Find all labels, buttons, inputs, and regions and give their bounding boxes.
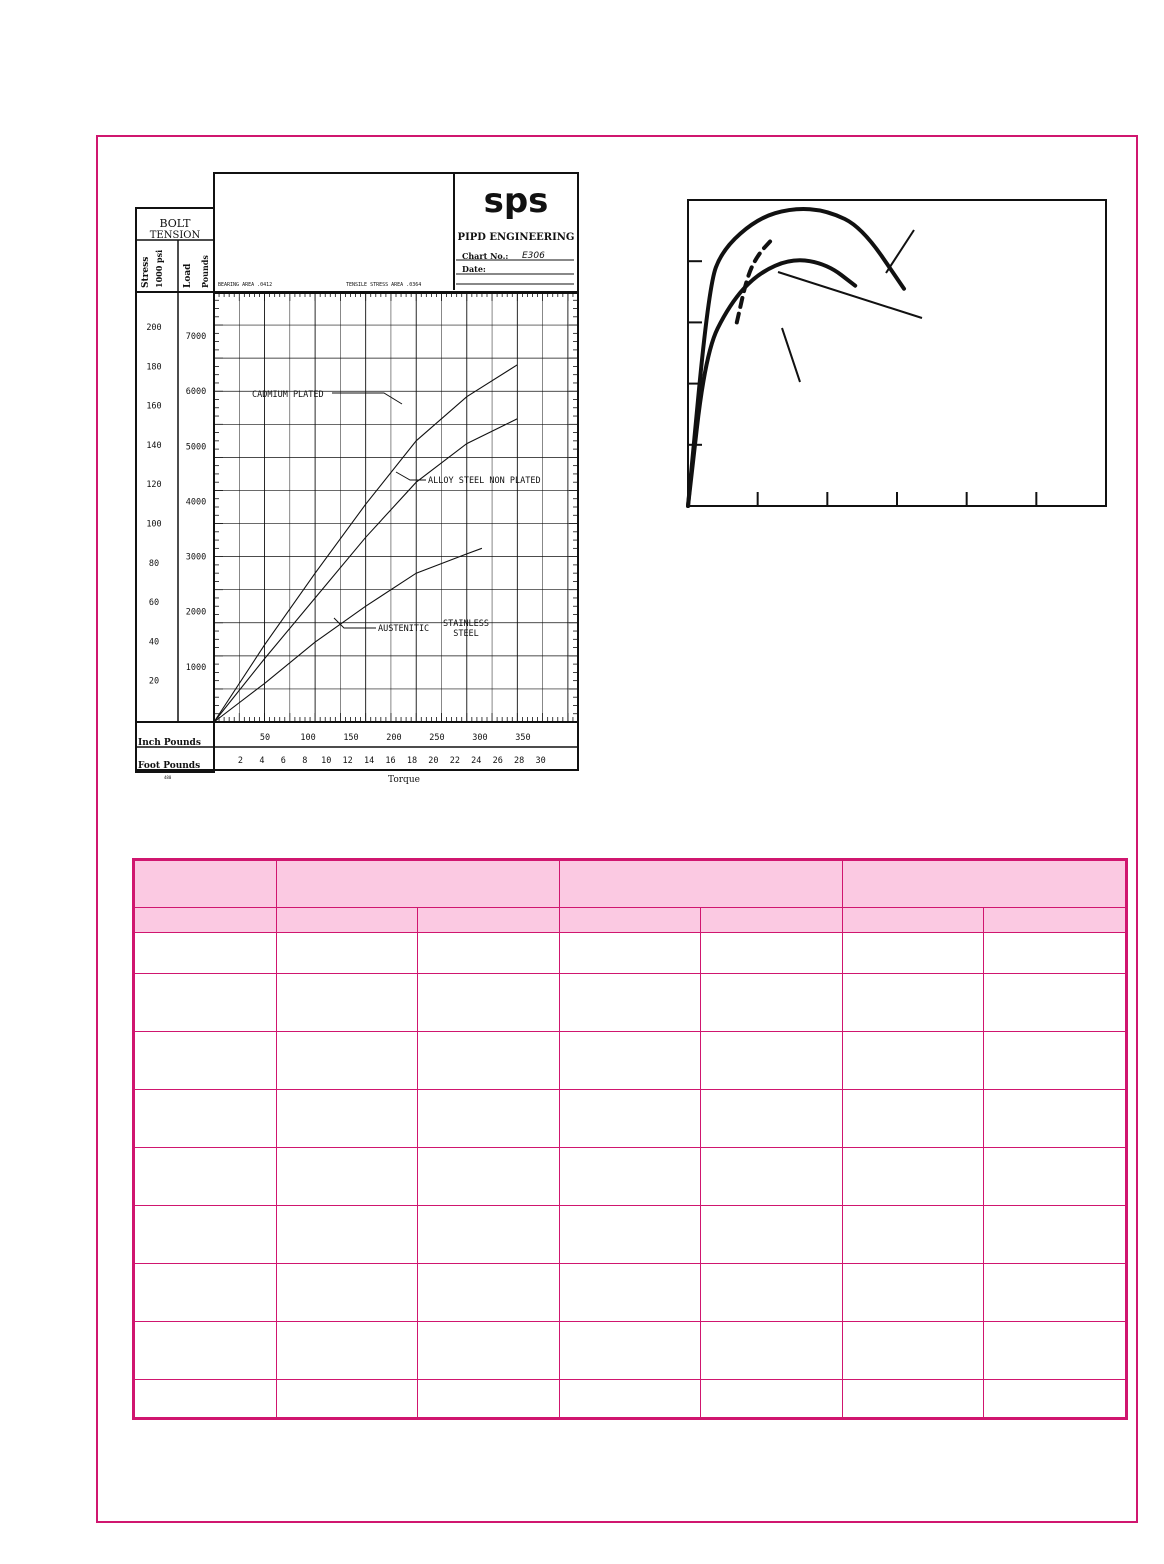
series-label-stainless: STAINLESS — [442, 619, 490, 629]
table-subheader-cell — [418, 907, 560, 933]
table-header-row — [135, 861, 1126, 908]
table-cell — [701, 973, 843, 1031]
table-header-cell — [842, 861, 1125, 908]
table-cell — [701, 1089, 843, 1147]
torque-tension-chart — [134, 170, 580, 790]
table-cell — [842, 1205, 984, 1263]
foot-pounds-tick-label: 30 — [535, 756, 546, 766]
load-tick-label: 6000 — [185, 387, 207, 398]
load-tick-label: 3000 — [185, 552, 207, 563]
table-cell — [701, 1205, 843, 1263]
table-cell — [842, 973, 984, 1031]
table-cell — [984, 973, 1126, 1031]
table-cell — [701, 1379, 843, 1417]
foot-pounds-tick-label: 18 — [406, 756, 418, 766]
table-cell — [276, 1089, 418, 1147]
table-cell — [559, 1089, 701, 1147]
curve-chart-svg — [686, 198, 1108, 510]
table-cell — [701, 1263, 843, 1321]
table-subheader-cell — [984, 907, 1126, 933]
foot-pounds-tick-label: 26 — [492, 756, 503, 766]
table-row — [135, 1263, 1126, 1321]
table-row — [135, 1321, 1126, 1379]
torque-ticks — [214, 292, 578, 722]
series-label-austenitic: AUSTENITIC — [378, 624, 430, 634]
table-header-cell — [559, 861, 842, 908]
foot-pounds-tick-label: 2 — [237, 756, 244, 766]
table-cell — [842, 1379, 984, 1417]
table-cell — [559, 1205, 701, 1263]
foot-pounds-tick-label: 14 — [363, 756, 375, 766]
table-cell — [559, 973, 701, 1031]
table-cell — [842, 933, 984, 973]
stress-tick-label: 80 — [148, 558, 160, 569]
table-cell — [135, 1147, 277, 1205]
plot-box — [214, 292, 578, 722]
tensile-area-label: TENSILE STRESS AREA .0364 — [346, 282, 422, 288]
data-table-grid — [134, 860, 1126, 1418]
table-cell — [984, 933, 1126, 973]
chart-no-label: Chart No.: — [462, 251, 509, 261]
table-cell — [701, 1031, 843, 1089]
bearing-area-label: BEARING AREA .0412 — [218, 282, 273, 288]
stress-tick-label: 120 — [146, 480, 162, 491]
table-cell — [842, 1031, 984, 1089]
table-cell — [135, 1321, 277, 1379]
table-cell — [984, 1089, 1126, 1147]
inch-pounds-tick-label: 350 — [515, 733, 531, 743]
corner-note: 480 — [164, 775, 172, 780]
table-cell — [418, 1263, 560, 1321]
table-cell — [135, 1379, 277, 1417]
table-cell — [276, 973, 418, 1031]
table-cell — [276, 1321, 418, 1379]
table-cell — [842, 1321, 984, 1379]
inch-pounds-tick-label: 300 — [472, 733, 488, 743]
table-cell — [418, 933, 560, 973]
table-cell — [276, 1031, 418, 1089]
inch-pounds-tick-label: 250 — [429, 733, 445, 743]
table-cell — [418, 973, 560, 1031]
table-cell — [701, 1147, 843, 1205]
table-cell — [135, 1089, 277, 1147]
table-subheader-cell — [842, 907, 984, 933]
table-row — [135, 1205, 1126, 1263]
table-row — [135, 1147, 1126, 1205]
table-cell — [418, 1147, 560, 1205]
table-cell — [276, 933, 418, 973]
table-cell — [418, 1321, 560, 1379]
stress-tick-label: 160 — [146, 401, 162, 412]
table-cell — [984, 1263, 1126, 1321]
table-cell — [135, 1263, 277, 1321]
curve-chart — [686, 198, 1108, 510]
stress-label: Stress — [141, 256, 151, 288]
inch-pounds-tick-label: 100 — [300, 733, 316, 743]
table-row — [135, 1031, 1126, 1089]
stress-tick-label: 100 — [146, 519, 162, 530]
series-label-cadmium-plated: CADMIUM PLATED — [252, 390, 324, 400]
stress-tick-label: 140 — [146, 440, 162, 451]
table-cell — [135, 1031, 277, 1089]
series-leader-cadmium — [332, 393, 402, 404]
table-cell — [135, 1205, 277, 1263]
table-row — [135, 973, 1126, 1031]
org-label: PIPD ENGINEERING — [457, 232, 575, 243]
table-row — [135, 933, 1126, 973]
stress-tick-label: 40 — [148, 637, 160, 648]
table-cell — [701, 933, 843, 973]
table-row — [135, 1089, 1126, 1147]
table-subheader-cell — [559, 907, 701, 933]
stress-unit-label: 1000 psi — [154, 249, 164, 288]
stress-tick-label: 60 — [148, 598, 160, 609]
table-cell — [135, 933, 277, 973]
foot-pounds-tick-label: 8 — [302, 756, 308, 766]
torque-grid — [214, 292, 578, 722]
table-cell — [984, 1205, 1126, 1263]
bolt-label: BOLT — [159, 217, 191, 230]
inch-pounds-tick-label: 50 — [259, 733, 271, 743]
foot-pounds-tick-label: 10 — [321, 756, 332, 766]
date-label: Date: — [462, 264, 486, 274]
table-cell — [842, 1263, 984, 1321]
chart-no-value: E306 — [522, 251, 545, 261]
table-row — [135, 1379, 1126, 1417]
inch-pounds-label: Inch Pounds — [138, 738, 201, 748]
tension-label: TENSION — [149, 230, 201, 241]
torque-chart-svg — [134, 170, 580, 790]
foot-pounds-tick-label: 16 — [385, 756, 396, 766]
table-cell — [984, 1321, 1126, 1379]
load-unit-label: Pounds — [200, 255, 210, 288]
inch-pounds-tick-label: 150 — [343, 733, 359, 743]
stress-tick-label: 200 — [146, 323, 162, 333]
footer-box — [136, 722, 578, 770]
series-label-alloy-steel: ALLOY STEEL NON PLATED — [428, 476, 541, 486]
table-header-cell — [135, 861, 277, 908]
torque-axis-labels — [146, 323, 545, 766]
table-cell — [418, 1205, 560, 1263]
table-cell — [842, 1089, 984, 1147]
foot-pounds-tick-label: 6 — [280, 756, 286, 766]
table-cell — [984, 1379, 1126, 1417]
load-tick-label: 4000 — [185, 497, 207, 508]
table-cell — [559, 1147, 701, 1205]
table-cell — [559, 1321, 701, 1379]
table-subheader-cell — [701, 907, 843, 933]
foot-pounds-tick-label: 28 — [514, 756, 525, 766]
table-cell — [276, 1379, 418, 1417]
stress-tick-label: 180 — [146, 362, 162, 373]
foot-pounds-label: Foot Pounds — [138, 761, 201, 771]
table-cell — [418, 1379, 560, 1417]
series-label-steel: STEEL — [453, 629, 479, 639]
table-cell — [701, 1321, 843, 1379]
load-tick-label: 2000 — [185, 607, 207, 618]
load-tick-label: 7000 — [185, 332, 207, 343]
stress-tick-label: 20 — [148, 676, 160, 687]
curve-plot-box — [688, 200, 1106, 506]
table-cell — [135, 973, 277, 1031]
table-cell — [418, 1031, 560, 1089]
torque-label: Torque — [388, 775, 420, 785]
load-tick-label: 1000 — [185, 662, 207, 673]
table-cell — [276, 1263, 418, 1321]
table-subheader-row — [135, 907, 1126, 933]
table-cell — [559, 1263, 701, 1321]
table-subheader-cell — [276, 907, 418, 933]
table-cell — [842, 1147, 984, 1205]
table-cell — [276, 1147, 418, 1205]
foot-pounds-tick-label: 4 — [259, 756, 265, 766]
table-cell — [984, 1147, 1126, 1205]
table-cell — [559, 933, 701, 973]
table-cell — [276, 1205, 418, 1263]
load-tick-label: 5000 — [185, 442, 207, 453]
table-cell — [984, 1031, 1126, 1089]
table-cell — [418, 1089, 560, 1147]
foot-pounds-tick-label: 20 — [428, 756, 439, 766]
table-header-cell — [276, 861, 559, 908]
table-subheader-cell — [135, 907, 277, 933]
foot-pounds-tick-label: 22 — [449, 756, 460, 766]
inch-pounds-tick-label: 200 — [386, 733, 402, 743]
data-table — [132, 858, 1128, 1420]
table-cell — [559, 1379, 701, 1417]
load-label: Load — [183, 263, 193, 288]
table-cell — [559, 1031, 701, 1089]
foot-pounds-tick-label: 12 — [342, 756, 353, 766]
sps-logo: sps — [483, 181, 549, 221]
foot-pounds-tick-label: 24 — [471, 756, 482, 766]
